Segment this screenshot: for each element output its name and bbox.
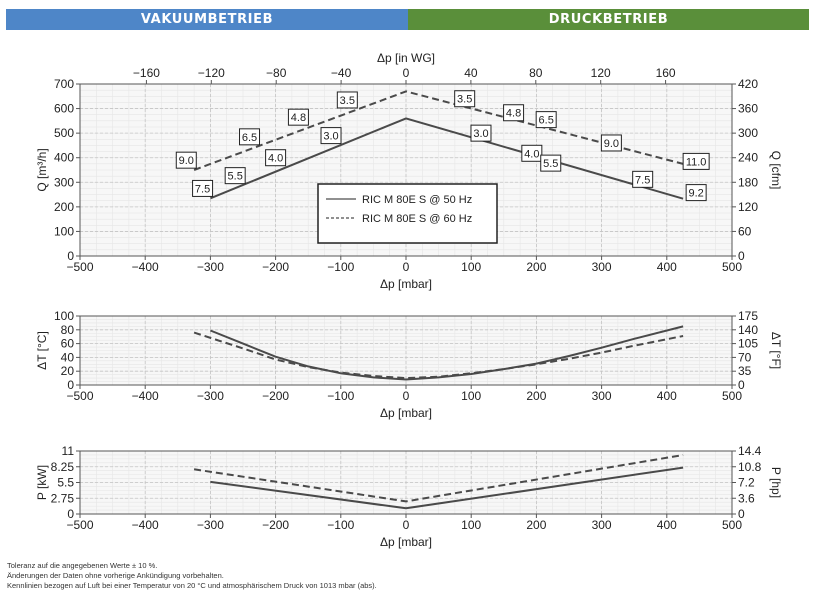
flow-y2-tick-label: 180 bbox=[738, 175, 759, 190]
flow-y2-tick-label: 300 bbox=[738, 126, 759, 141]
temperature-y-tick-label: 80 bbox=[60, 322, 74, 337]
power-chart bbox=[35, 444, 783, 549]
flow-x-tick-label: −200 bbox=[262, 260, 290, 274]
flow-x2-tick-label: 160 bbox=[655, 66, 676, 80]
power-y-tick-label: 0 bbox=[67, 507, 74, 521]
flow-y-tick-label: 300 bbox=[53, 175, 74, 190]
temperature-y2-axis-label: ΔT [°F] bbox=[769, 331, 783, 370]
flow-annotation-label: 3.0 bbox=[323, 130, 339, 143]
flow-x2-tick-label: −120 bbox=[197, 66, 225, 80]
temperature-y-tick-label: 20 bbox=[60, 364, 74, 379]
power-x-tick-label: −300 bbox=[196, 518, 224, 532]
flow-annotation-label: 5.5 bbox=[227, 170, 243, 183]
temperature-chart bbox=[35, 309, 783, 420]
flow-annotation-label: 9.0 bbox=[603, 137, 620, 150]
temperature-y2-tick-label: 105 bbox=[738, 336, 759, 351]
flow-x2-tick-label: −40 bbox=[330, 66, 352, 80]
flow-y2-tick-label: 360 bbox=[738, 101, 759, 116]
flow-y2-tick-label: 420 bbox=[738, 77, 759, 91]
temperature-y2-tick-label: 0 bbox=[738, 378, 745, 392]
flow-y-tick-label: 700 bbox=[53, 77, 74, 91]
flow-annotation-label: 4.8 bbox=[290, 112, 307, 125]
temperature-x-tick-label: 200 bbox=[526, 389, 547, 403]
flow-x2-tick-label: −160 bbox=[132, 66, 160, 80]
flow-y2-tick-label: 240 bbox=[738, 150, 759, 165]
temperature-x-tick-label: 400 bbox=[656, 389, 677, 403]
flow-y-tick-label: 600 bbox=[53, 101, 74, 116]
flow-x-tick-label: 0 bbox=[402, 260, 410, 274]
flow-y-tick-label: 200 bbox=[53, 199, 74, 214]
flow-annotation-label: 9.0 bbox=[178, 155, 194, 168]
flow-annotation-label: 3.0 bbox=[473, 128, 489, 141]
temperature-y2-tick-label: 70 bbox=[738, 350, 752, 365]
temperature-x-tick-label: 100 bbox=[461, 389, 482, 403]
flow-x2-tick-label: 40 bbox=[464, 66, 478, 80]
flow-annotation-label: 6.5 bbox=[538, 114, 554, 127]
power-y-tick-label: 5.5 bbox=[57, 475, 74, 490]
footnotes bbox=[7, 561, 377, 591]
flow-annotation-label: 3.5 bbox=[339, 94, 355, 107]
temperature-x-tick-label: 0 bbox=[402, 389, 410, 403]
flow-y2-tick-label: 0 bbox=[738, 249, 745, 263]
power-x-tick-label: 300 bbox=[591, 518, 612, 532]
flow-annotation-label: 3.5 bbox=[457, 93, 473, 106]
power-x-axis-label: Δp [mbar] bbox=[379, 535, 433, 549]
flow-x-tick-label: 100 bbox=[461, 260, 482, 274]
flow-y-tick-label: 0 bbox=[67, 249, 74, 263]
flow-annotation-label: 6.5 bbox=[241, 131, 258, 144]
flow-chart bbox=[35, 51, 783, 291]
flow-x-tick-label: −100 bbox=[327, 260, 355, 274]
legend-label-50hz: RIC M 80E S @ 50 Hz bbox=[362, 194, 473, 206]
power-x-tick-label: −400 bbox=[131, 518, 159, 532]
flow-annotation-label: 7.5 bbox=[194, 183, 211, 196]
temperature-x-tick-label: 500 bbox=[721, 389, 743, 403]
flow-x-tick-label: 400 bbox=[656, 260, 677, 274]
flow-x2-tick-label: −80 bbox=[266, 66, 287, 80]
temperature-y-tick-label: 100 bbox=[53, 309, 74, 323]
temperature-y-axis-label: ΔT [°C] bbox=[35, 331, 49, 370]
power-y-tick-label: 8.25 bbox=[50, 459, 74, 474]
power-y2-tick-label: 3.6 bbox=[738, 491, 755, 506]
flow-annotation-label: 4.0 bbox=[267, 152, 284, 165]
power-y-axis-label: P [kW] bbox=[35, 464, 49, 501]
temperature-x-tick-label: −300 bbox=[196, 389, 224, 403]
flow-annotation-label: 4.0 bbox=[524, 148, 540, 161]
flow-x-tick-label: −500 bbox=[66, 260, 94, 274]
flow-x2-axis-label: Δp [in WG] bbox=[376, 51, 436, 65]
flow-x-tick-label: 500 bbox=[721, 260, 743, 274]
power-y2-tick-label: 14.4 bbox=[738, 444, 762, 458]
flow-y2-axis-label: Q [cfm] bbox=[769, 150, 783, 190]
flow-annotation-label: 7.5 bbox=[635, 174, 651, 187]
temperature-x-tick-label: −500 bbox=[66, 389, 94, 403]
flow-legend bbox=[318, 184, 497, 243]
flow-y-axis-label: Q [m³/h] bbox=[35, 148, 49, 192]
flow-y2-tick-label: 60 bbox=[738, 224, 752, 239]
power-y2-tick-label: 10.8 bbox=[738, 459, 762, 474]
power-x-tick-label: 200 bbox=[526, 518, 547, 532]
power-x-tick-label: 100 bbox=[461, 518, 482, 532]
power-x-tick-label: 400 bbox=[656, 518, 677, 532]
power-x-tick-label: −100 bbox=[327, 518, 355, 532]
power-x-tick-label: 500 bbox=[721, 518, 743, 532]
temperature-x-tick-label: −100 bbox=[327, 389, 355, 403]
flow-y-tick-label: 400 bbox=[53, 150, 74, 165]
power-x-tick-label: −500 bbox=[66, 518, 94, 532]
pressure-mode-banner: DRUCKBETRIEB bbox=[408, 9, 809, 30]
flow-annotation-label: 4.8 bbox=[505, 107, 522, 120]
flow-x-tick-label: 200 bbox=[526, 260, 547, 274]
flow-x-tick-label: −400 bbox=[131, 260, 159, 274]
temperature-y2-tick-label: 175 bbox=[738, 309, 759, 323]
temperature-x-tick-label: −200 bbox=[262, 389, 290, 403]
footnote-tolerance: Toleranz auf die angegebenen Werte ± 10 %. bbox=[7, 561, 158, 570]
flow-y-tick-label: 100 bbox=[53, 224, 74, 239]
power-x-tick-label: 0 bbox=[402, 518, 410, 532]
temperature-x-axis-label: Δp [mbar] bbox=[379, 406, 433, 420]
flow-x2-tick-label: 80 bbox=[529, 66, 543, 80]
flow-y2-tick-label: 120 bbox=[738, 199, 759, 214]
footnote-conditions: Kennlinien bezogen auf Luft bei einer Temperatur von 20 °C und atmosphärischem Druck von 1013 mbar (abs). bbox=[7, 581, 377, 590]
power-y2-tick-label: 0 bbox=[738, 507, 745, 521]
temperature-x-tick-label: 300 bbox=[591, 389, 612, 403]
power-y2-axis-label: P [hp] bbox=[769, 466, 783, 499]
temperature-y-tick-label: 60 bbox=[60, 336, 74, 351]
flow-annotation-label: 9.2 bbox=[688, 187, 704, 200]
power-x-tick-label: −200 bbox=[262, 518, 290, 532]
flow-x2-tick-label: 0 bbox=[402, 66, 410, 80]
legend-label-60hz: RIC M 80E S @ 60 Hz bbox=[362, 213, 473, 225]
vacuum-mode-banner: VAKUUMBETRIEB bbox=[6, 9, 408, 30]
temperature-y2-tick-label: 140 bbox=[738, 322, 759, 337]
flow-annotation-label: 5.5 bbox=[543, 158, 559, 171]
power-y-tick-label: 2.75 bbox=[50, 491, 74, 506]
temperature-x-tick-label: −400 bbox=[131, 389, 159, 403]
flow-y-tick-label: 500 bbox=[53, 126, 74, 141]
temperature-y-tick-label: 40 bbox=[60, 350, 74, 365]
power-y-tick-label: 11 bbox=[61, 444, 74, 458]
temperature-y-tick-label: 0 bbox=[67, 378, 74, 392]
footnote-changes: Änderungen der Daten ohne vorherige Ankündigung vorbehalten. bbox=[7, 571, 224, 580]
flow-x-tick-label: −300 bbox=[196, 260, 224, 274]
flow-x-tick-label: 300 bbox=[591, 260, 612, 274]
flow-x2-tick-label: 120 bbox=[590, 66, 611, 80]
flow-annotation-label: 11.0 bbox=[685, 156, 707, 169]
flow-x-axis-label: Δp [mbar] bbox=[379, 277, 433, 291]
temperature-y2-tick-label: 35 bbox=[738, 364, 752, 379]
power-y2-tick-label: 7.2 bbox=[738, 475, 755, 490]
